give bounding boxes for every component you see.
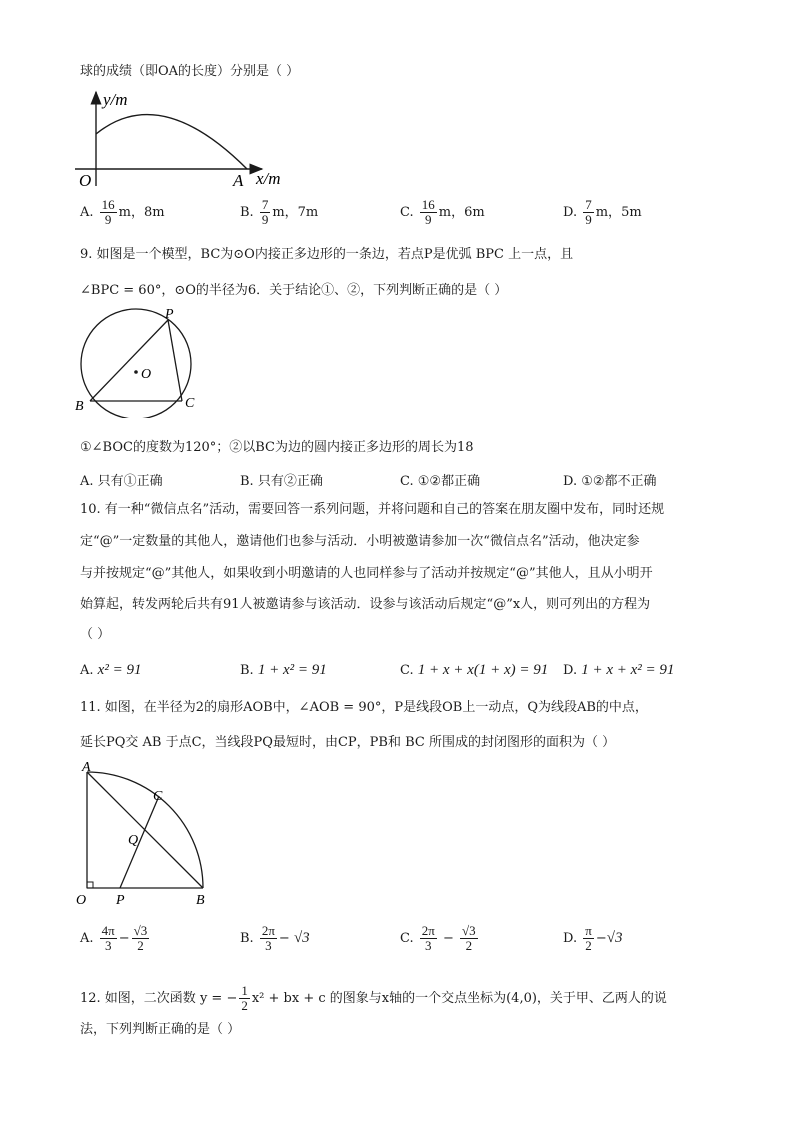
q10-line3: 与并按规定“@”其他人，如果收到小明邀请的人也同样参与了活动并按规定“@”其他人，且从小明开 — [80, 566, 653, 581]
q9-circle-figure — [70, 306, 210, 418]
label-b: B — [196, 893, 205, 908]
q8-option-c[interactable]: C. $\frac{16}{9}$ m，6m — [400, 197, 485, 227]
x-axis-label: x/m — [256, 169, 281, 188]
q11-option-b[interactable]: B. $\frac{2\pi}{3}$ − √3 — [240, 923, 310, 953]
center-dot — [134, 370, 138, 374]
q10-line4: 始算起，转发两轮后共有91人被邀请参与该活动．设参与该活动后规定“@”x人，则可列出的方程为 — [80, 597, 651, 612]
q10-option-b[interactable]: B. 1 + x² = 91 — [240, 662, 327, 678]
q8-option-a[interactable]: A. $\frac{16}{9}$ m，8m — [80, 197, 165, 227]
q10-line5: （ ） — [80, 627, 111, 642]
right-angle-mark — [87, 882, 93, 888]
q10-line2: 定“@”一定数量的其他人，邀请他们也参与活动．小明被邀请参加一次“微信点名”活动，他决定参 — [80, 534, 640, 549]
q9-option-c[interactable]: C. ①②都正确 — [400, 474, 481, 489]
segment-pc — [168, 320, 182, 401]
q12-line1: 12. 如图，二次函数 y = − $\frac{1}{2}$ x² + bx + c 的图象与x轴的一个交点坐标为(4,0)，关于甲、乙两人的说 — [80, 983, 667, 1013]
q10-option-a[interactable]: A. x² = 91 — [80, 662, 142, 678]
q9-option-d[interactable]: D. ①②都不正确 — [563, 474, 657, 489]
q8-question-tail: 球的成绩（即OA的长度）分别是（ ） — [80, 64, 300, 79]
segment-bp — [90, 320, 168, 401]
trajectory-curve — [96, 115, 247, 169]
q11-line1: 11. 如图，在半径为2的扇形AOB中，∠AOB = 90°，P是线段OB上一动点，Q为线段AB的中点， — [80, 700, 648, 715]
label-p: P — [116, 893, 125, 908]
q10-option-c[interactable]: C. 1 + x + x(1 + x) = 91 — [400, 662, 549, 678]
label-a: A — [82, 760, 91, 775]
q11-line2: 延长PQ交 AB 于点C，当线段PQ最短时，由CP，PB和 BC 所围成的封闭图形的面积为（ ） — [80, 735, 616, 750]
label-b: B — [75, 399, 84, 414]
segment-pc — [120, 796, 159, 888]
q9-option-a[interactable]: A. 只有①正确 — [80, 474, 163, 489]
q8-option-d[interactable]: D. $\frac{7}{9}$ m，5m — [563, 197, 642, 227]
label-c: C — [185, 396, 195, 411]
q11-option-c[interactable]: C. $\frac{2\pi}{3}$ − $\frac{√3}{2}$ — [400, 923, 476, 953]
q9-statements: ①∠BOC的度数为120°；②以BC为边的圆内接正多边形的周长为18 — [80, 440, 474, 455]
q11-option-d[interactable]: D. $\frac{\pi}{2}$ −√3 — [563, 923, 623, 953]
y-axis-label: y/m — [103, 90, 128, 109]
label-p: P — [165, 307, 174, 322]
q11-sector-figure — [70, 760, 220, 910]
q10-line1: 10. 有一种“微信点名”活动，需要回答一系列问题，并将问题和自己的答案在朋友圈中发布，同时还规 — [80, 502, 665, 517]
label-o: O — [76, 893, 87, 908]
q8-option-b[interactable]: B. $\frac{7}{9}$ m，7m — [240, 197, 319, 227]
q9-question-line2: ∠BPC = 60°，⊙O的半径为6．关于结论①、②，下列判断正确的是（ ） — [80, 283, 508, 298]
q12-line2: 法，下列判断正确的是（ ） — [80, 1022, 241, 1037]
q9-question-line1: 9. 如图是一个模型，BC为⊙O内接正多边形的一条边，若点P是优弧 BPC 上一点，且 — [80, 247, 574, 262]
label-c: C — [153, 789, 163, 804]
label-q: Q — [128, 833, 139, 848]
q10-option-d[interactable]: D. 1 + x + x² = 91 — [563, 662, 675, 678]
q9-option-b[interactable]: B. 只有②正确 — [240, 474, 323, 489]
origin-label: O — [79, 171, 92, 190]
q8-parabola-graph — [70, 88, 290, 194]
label-o: O — [141, 367, 152, 382]
point-a-label: A — [233, 171, 244, 190]
q11-option-a[interactable]: A. $\frac{4\pi}{3}$ − $\frac{√3}{2}$ — [80, 923, 148, 953]
